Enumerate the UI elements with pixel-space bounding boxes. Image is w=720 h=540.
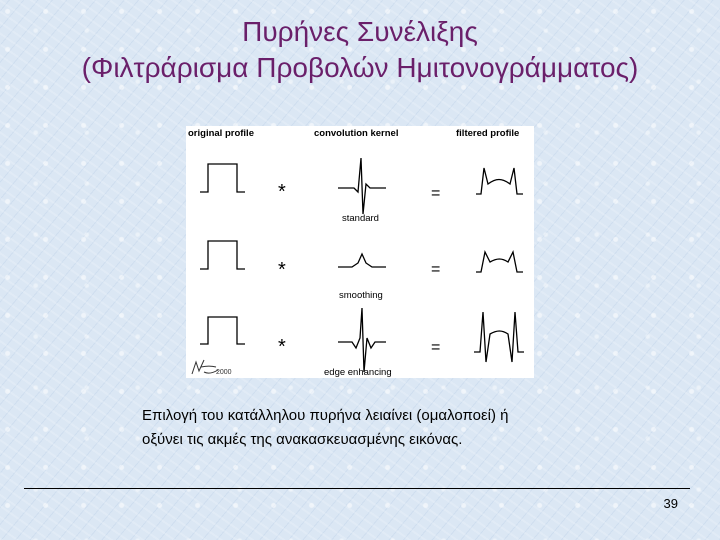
page-number: 39	[663, 496, 678, 511]
kernel-standard	[338, 158, 386, 214]
header-convolution-kernel: convolution kernel	[314, 128, 399, 139]
kernel-label-standard: standard	[342, 213, 379, 224]
kernel-label-smoothing: smoothing	[339, 290, 383, 301]
kernel-label-edge-enhancing: edge enhancing	[324, 367, 392, 378]
filtered-profile-2	[476, 252, 523, 272]
title-line-1: Πυρήνες Συνέλιξης	[242, 16, 478, 47]
caption-line-1: Επιλογή του κατάλληλου πυρήνα λειαίνει (ομαλοποεί) ή	[142, 407, 509, 424]
filtered-profile-1	[476, 168, 523, 194]
footer-divider	[24, 488, 690, 489]
convolve-operator-3: *	[278, 336, 286, 358]
header-filtered-profile: filtered profile	[456, 128, 520, 139]
signature-year: 2000	[216, 369, 232, 376]
kernel-smoothing	[338, 254, 386, 267]
equals-operator-1: =	[431, 185, 441, 202]
convolve-operator-2: *	[278, 259, 286, 281]
original-profile-3	[200, 317, 245, 344]
convolution-figure	[186, 126, 534, 378]
row-smoothing	[200, 241, 523, 301]
filtered-profile-3	[474, 312, 524, 362]
slide-title	[0, 14, 720, 86]
row-standard	[200, 158, 523, 224]
author-signature	[192, 360, 232, 376]
equals-operator-2: =	[431, 261, 441, 278]
convolution-diagram	[186, 126, 534, 378]
convolve-operator-1: *	[278, 181, 286, 203]
header-original-profile: original profile	[188, 128, 254, 139]
original-profile-2	[200, 241, 245, 269]
kernel-edge-enhancing	[338, 308, 386, 372]
slide-caption	[142, 404, 592, 452]
original-profile-1	[200, 164, 245, 192]
row-edge-enhancing	[200, 308, 524, 378]
title-line-2: (Φιλτράρισμα Προβολών Ημιτονογράμματος)	[81, 52, 639, 83]
equals-operator-3: =	[431, 339, 441, 356]
caption-line-2: οξύνει τις ακμές της ανακασκευασμένης εικόνας.	[142, 431, 463, 448]
